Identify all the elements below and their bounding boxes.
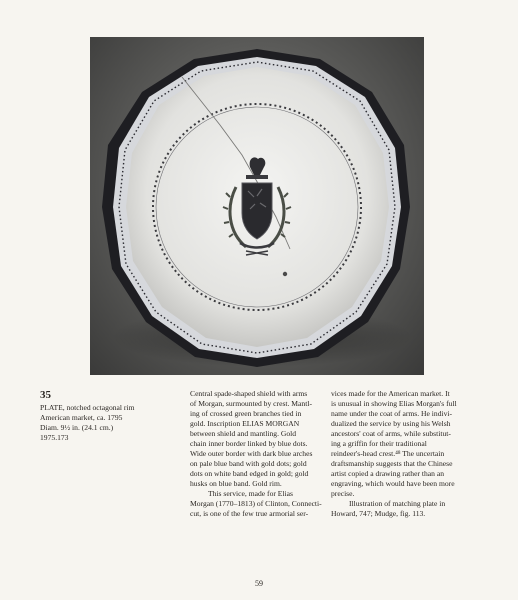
- text-line: between shield and mantling. Gold: [190, 429, 297, 438]
- catalogue-caption: [40, 389, 170, 443]
- text-line: Howard, 747; Mudge, fig. 113.: [331, 509, 426, 518]
- plate-photograph: [90, 37, 424, 375]
- text-line: of Morgan, surmounted by crest. Mantl-: [190, 399, 312, 408]
- text-line: dots on white band edged in gold; gold: [190, 469, 309, 478]
- text-line: cut, is one of the few true armorial ser-: [190, 509, 309, 518]
- paragraph-start-line: Illustration of matching plate in: [349, 499, 446, 508]
- text-line: ancestors' coat of arms, while substitut-: [331, 429, 451, 438]
- text-line: artist copied a drawing rather than an: [331, 469, 445, 478]
- text-line: name under the coat of arms. He indivi-: [331, 409, 453, 418]
- text-line: vices made for the American market. It: [331, 389, 450, 398]
- text-line: reindeer's-head crest.⁴⁸ The uncertain: [331, 449, 445, 458]
- text-line: dualized the service by using his Welsh: [331, 419, 451, 428]
- text-line: chain inner border linked by blue dots.: [190, 439, 308, 448]
- text-line: ing of crossed green branches tied in: [190, 409, 302, 418]
- text-line: Central spade-shaped shield with arms: [190, 389, 308, 398]
- octagonal-plate-image: [90, 37, 424, 375]
- text-line: ing a griffin for their traditional: [331, 439, 427, 448]
- text-line: gold. Inscription ELIAS MORGAN: [190, 419, 300, 428]
- description-column-1: [190, 389, 322, 519]
- text-line: on pale blue band with gold dots; gold: [190, 459, 307, 468]
- text-line: husks on blue band. Gold rim.: [190, 479, 282, 488]
- catalogue-number: 35: [40, 389, 51, 401]
- page-number: 59: [255, 579, 263, 588]
- caption-dimensions-line: Diam. 9½ in. (24.1 cm.): [40, 423, 114, 432]
- text-line: draftsmanship suggests that the Chinese: [331, 459, 453, 468]
- description-column-2: [331, 389, 463, 519]
- caption-object-line: PLATE, notched octagonal rim: [40, 403, 135, 412]
- text-line: Morgan (1770–1813) of Clinton, Connecti-: [190, 499, 322, 508]
- paragraph-start-line: This service, made for Elias: [208, 489, 293, 498]
- text-line: engraving, which would have been more: [331, 479, 455, 488]
- text-line: precise.: [331, 489, 355, 498]
- text-line: is unusual in showing Elias Morgan's full: [331, 399, 457, 408]
- caption-date-line: American market, ca. 1795: [40, 413, 123, 422]
- caption-accession-number: 1975.173: [40, 433, 69, 442]
- text-line: Wide outer border with dark blue arches: [190, 449, 313, 458]
